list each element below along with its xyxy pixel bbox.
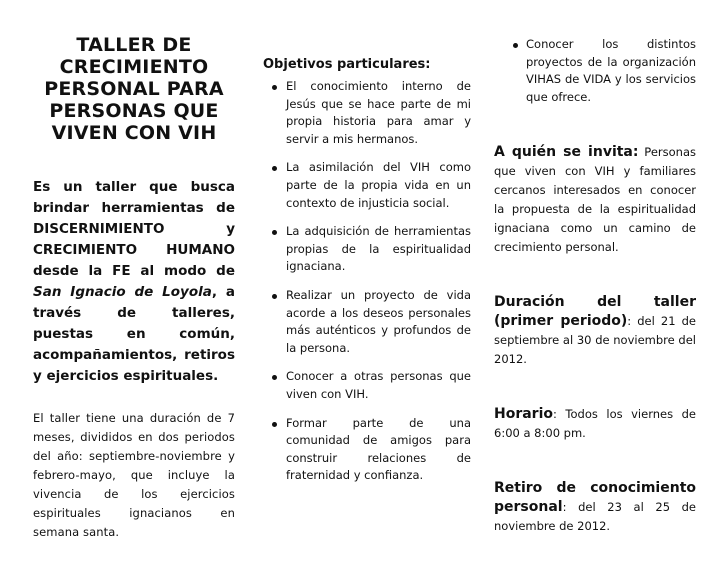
retreat-text: : del 23 al 25 de noviembre de 2012.	[494, 500, 696, 534]
right-column	[494, 0, 696, 536]
bullet-icon	[272, 166, 277, 171]
bullet-icon	[272, 85, 277, 90]
objectives-list	[263, 78, 471, 485]
bullet-icon	[272, 294, 277, 299]
intro-italic-name: San Ignacio de Loyola	[33, 284, 212, 300]
schedule-text: : Todos los viernes de 6:00 a 8:00 pm.	[494, 407, 696, 441]
bullet-icon	[272, 230, 277, 235]
retreat-label: Retiro de conocimiento personal	[494, 480, 696, 516]
retreat-section	[494, 479, 696, 536]
list-item	[263, 368, 471, 403]
intro-text-1: Es un taller que busca brindar herramientas de DISCERNIMIENTO y CRECIMIENTO HUMANO desde la FE al modo de	[33, 179, 235, 279]
duration-paragraph: El taller tiene una duración de 7 meses, divididos en dos periodos del año: septiembre-noviembre y febrero-mayo, que incluye la vivencia de los ejercicios espirituales ignacianos en semana santa.	[33, 411, 235, 539]
left-column	[33, 0, 235, 542]
bullet-icon	[272, 422, 277, 427]
bullet-icon	[513, 43, 518, 48]
list-item-text: Realizar un proyecto de vida acorde a los deseos personales más auténticos y profundos de la persona.	[286, 287, 471, 355]
objectives-list-continued	[494, 36, 696, 106]
middle-column	[263, 0, 471, 496]
bullet-icon	[272, 375, 277, 380]
list-item-text: Formar parte de una comunidad de amigos para construir relaciones de fraternidad y confianza.	[286, 415, 471, 483]
list-item	[263, 223, 471, 276]
list-item	[494, 36, 696, 106]
schedule-label: Horario	[494, 406, 554, 423]
schedule-section	[494, 405, 696, 443]
list-item-text: Conocer a otras personas que viven con VIH.	[286, 369, 471, 401]
list-item	[263, 287, 471, 357]
list-item-text: La asimilación del VIH como parte de la propia vida en un contexto de injusticia social.	[286, 160, 471, 210]
list-item	[263, 78, 471, 148]
list-item	[263, 159, 471, 212]
invite-label: A quién se invita:	[494, 144, 639, 161]
page-title: TALLER DE CRECIMIENTO PERSONAL PARA PERSONAS QUE VIVEN CON VIH	[44, 34, 224, 144]
intro-text-2: , a través de talleres, puestas en común, acompañamientos, retiros y ejercicios espirituales.	[33, 284, 235, 384]
duration-text: : del 21 de septiembre al 30 de noviembre del 2012.	[494, 314, 696, 367]
intro-paragraph	[33, 177, 235, 387]
list-item-text: Conocer los distintos proyectos de la organización VIHAS de VIDA y los servicios que ofrece.	[526, 37, 696, 104]
invite-text: Personas que viven con VIH y familiares cercanos interesados en conocer la propuesta de la espiritualidad ignaciana como un camino de crecimiento personal.	[494, 145, 696, 255]
invite-section	[494, 143, 696, 257]
objectives-heading: Objetivos particulares:	[263, 57, 431, 72]
list-item-text: El conocimiento interno de Jesús que se hace parte de mi propia historia para amar y servir a mis hermanos.	[286, 79, 471, 146]
duration-label: Duración del taller (primer periodo)	[494, 294, 696, 330]
list-item-text: La adquisición de herramientas propias de la espiritualidad ignaciana.	[286, 224, 471, 274]
duration-section	[494, 293, 696, 369]
list-item	[263, 415, 471, 485]
